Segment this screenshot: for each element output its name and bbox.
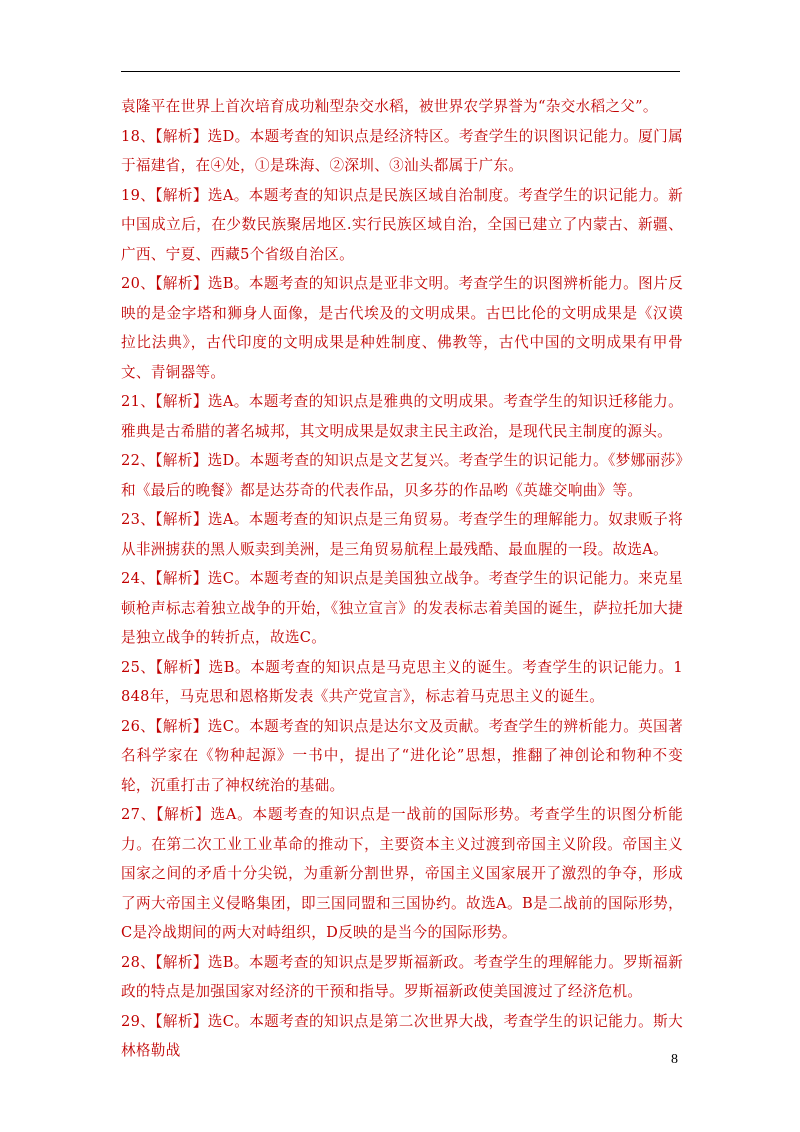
paragraph-answer-21: 21、【解析】选A。本题考查的知识点是雅典的文明成果。考查学生的知识迁移能力。雅典是古希腊的著名城邦，其文明成果是奴隶主民主政治，是现代民主制度的源头。 (121, 393, 683, 440)
paragraph-answer-19: 19、【解析】选A。本题考查的知识点是民族区域自治制度。考查学生的识记能力。新中国成立后，在少数民族聚居地区.实行民族区域自治，全国已建立了内蒙古、新疆、广西、宁夏、西藏5个省级自治区。 (121, 186, 683, 263)
paragraph-answer-24: 24、【解析】选C。本题考查的知识点是美国独立战争。考查学生的识记能力。来克星顿枪声标志着独立战争的开始，《独立宣言》的发表标志着美国的诞生，萨拉托加大捷是独立战争的转折点，故选C。 (121, 570, 683, 646)
paragraph-answer-22: 22、【解析】选D。本题考查的知识点是文艺复兴。考查学生的识记能力。《梦娜丽莎》和《最后的晚餐》都是达芬奇的代表作品，贝多芬的作品哟《英雄交响曲》等。 (121, 452, 683, 499)
paragraph-answer-26: 26、【解析】选C。本题考查的知识点是达尔文及贡献。考查学生的辨析能力。英国著名科学家在《物种起源》一书中，提出了“进化论”思想，推翻了神创论和物种不变轮，沉重打击了神权统治的基础。 (121, 717, 683, 794)
paragraph-answer-29: 29、【解析】选C。本题考查的知识点是第二次世界大战，考查学生的识记能力。斯大林格勒战 (121, 1012, 683, 1059)
paragraph-answer-18: 18、【解析】选D。本题考查的知识点是经济特区。考查学生的识图识记能力。厦门属于福建省，在④处，①是珠海、②深圳、③汕头都属于广东。 (121, 127, 683, 174)
paragraph-continuation-17: 袁隆平在世界上首次培育成功籼型杂交水稻，被世界农学界誉为“杂交水稻之父”。 (121, 98, 658, 115)
page-number: 8 (671, 1052, 678, 1067)
paragraph-answer-23: 23、【解析】选A。本题考查的知识点是三角贸易。考查学生的理解能力。奴隶贩子将从非洲掳获的黑人贩卖到美洲，是三角贸易航程上最残酷、最血腥的一段。故选A。 (121, 511, 683, 558)
answer-analysis-content (121, 92, 683, 1066)
header-rule (121, 71, 680, 72)
paragraph-answer-27: 27、【解析】选A。本题考查的知识点是一战前的国际形势。考查学生的识图分析能力。在第二次工业工业革命的推动下，主要资本主义过渡到帝国主义阶段。帝国主义国家之间的矛盾十分尖锐，为重新分割世界，帝国主义国家展开了激烈的争夺，形成了两大帝国主义侵略集团，即三国同盟和三国协约。故选A。B是二战前的国际形势，C是冷战期间的两大对峙组织，D反映的是当今的国际形势。 (121, 806, 683, 941)
paragraph-answer-20: 20、【解析】选B。本题考查的知识点是亚非文明。考查学生的识图辨析能力。图片反映的是金字塔和狮身人面像，是古代埃及的文明成果。古巴比伦的文明成果是《汉谟拉比法典》，古代印度的文明成果是种姓制度、佛教等，古代中国的文明成果有甲骨文、青铜器等。 (121, 275, 683, 381)
paragraph-answer-25: 25、【解析】选B。本题考查的知识点是马克思主义的诞生。考查学生的识记能力。1848年，马克思和恩格斯发表《共产党宣言》，标志着马克思主义的诞生。 (121, 658, 683, 705)
paragraph-answer-28: 28、【解析】选B。本题考查的知识点是罗斯福新政。考查学生的理解能力。罗斯福新政的特点是加强国家对经济的干预和指导。罗斯福新政使美国渡过了经济危机。 (121, 953, 683, 1000)
